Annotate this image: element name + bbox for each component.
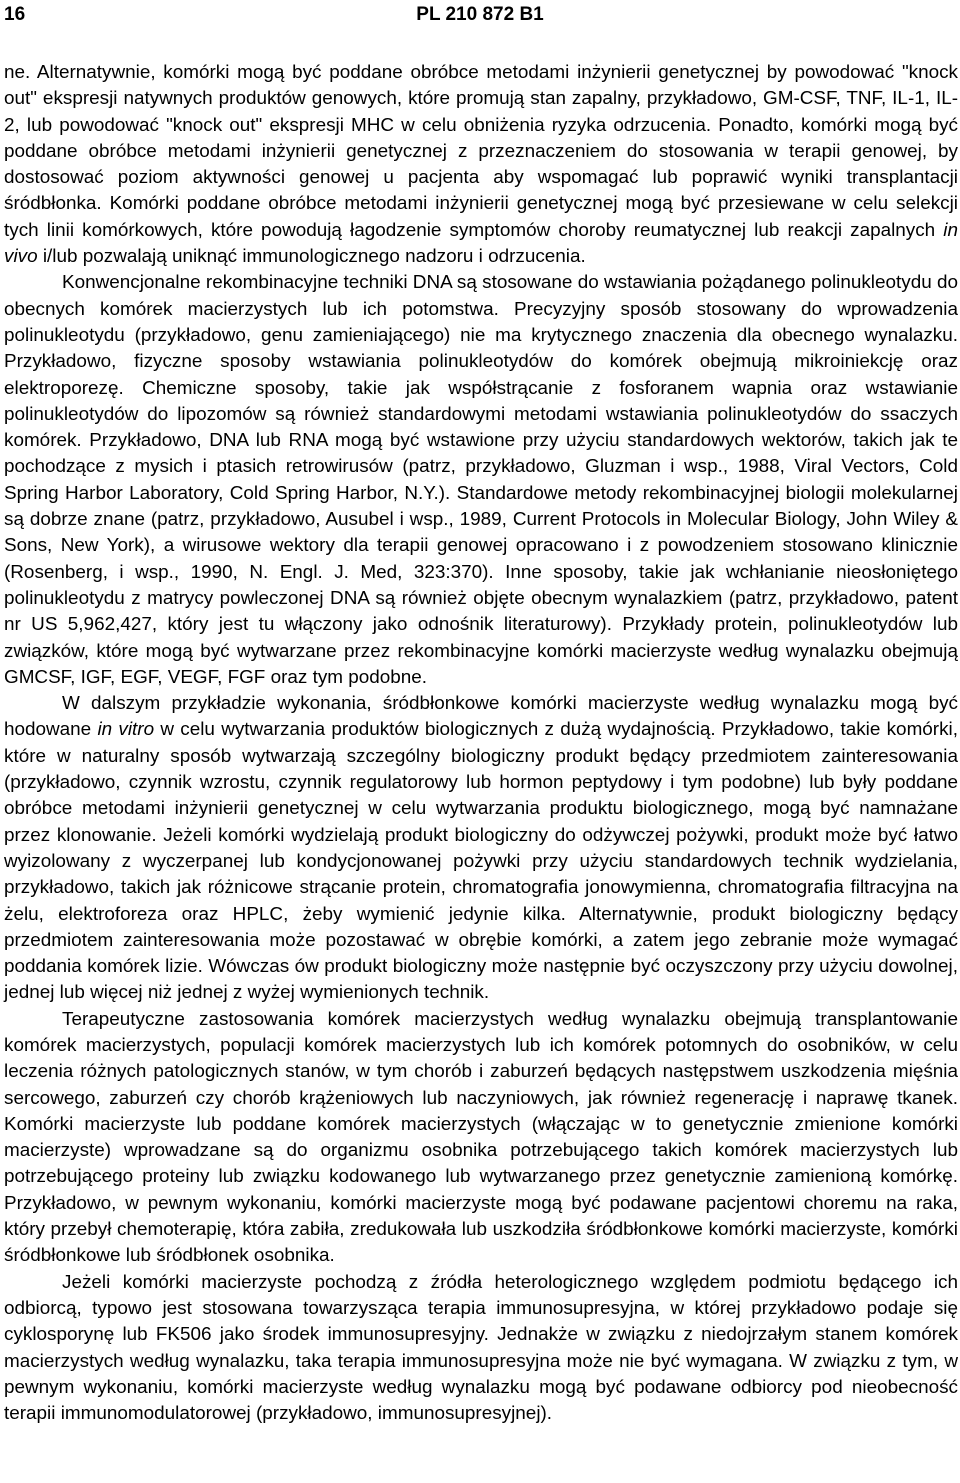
paragraph-text: w celu wytwarzania produktów biologicznych z dużą wydajnością. Przykładowo, takie komórki, które w naturalny sposób wytwarzają szczególny biologiczny produkt będący przedmiotem zainteresowania (przykładowo, czynnik wzrostu, czynnik regulatorowy lub hormon peptydowy i tym podobne) lub były poddane obróbce metodami inżynierii genetycznej w celu wytwarzania produktu biologicznego, mogą być namnażane przez klonowanie. Jeżeli komórki wydzielają produkt biologiczny do odżywczej pożywki, produkt może być łatwo wyizolowany z wyczerpanej lub kondycjonowanej pożywki przy użyciu standardowych technik wydzielania, przykładowo, takich jak różnicowe strącanie protein, chromatografia jonowymienna, chromatografia filtracyjna na żelu, elektroforeza oraz HPLC, żeby wymienić jedynie kilka. Alternatywnie, produkt biologiczny będący przedmiotem zainteresowania może pozostawać w obrębie komórki, a zatem jego zebranie może wymagać poddania komórek lizie. Wówczas ów produkt biologiczny może następnie być oczyszczony przy użyciu dowolnej, jednej lub więcej niż jednej z wyżej wymienionych technik. xyxy=(4,719,958,1004)
paragraph-text: ne. Alternatywnie, komórki mogą być poddane obróbce metodami inżynierii genetycznej by powodować "knock out" ekspresji natywnych produktów genowych, które promują stan zapalny, przykładowo, GM-CSF, TNF, IL-1, IL-2, lub powodować "knock out" ekspresji MHC w celu obniżenia ryzyka odrzucenia. Ponadto, komórki mogą być poddane obróbce metodami inżynierii genetycznej z przeznaczeniem do stosowania w terapii genowej, by dostosować poziom aktywności genowej u pacjenta aby wspomagać lub poprawić wyniki transplantacji śródbłonka. Komórki poddane obróbce metodami inżynierii genetycznej mogą być przesiewane w celu selekcji tych linii komórkowych, które powodują łagodzenie symptomów choroby reumatycznej lub reakcji zapalnych xyxy=(4,62,958,241)
paragraph-text: Terapeutyczne zastosowania komórek macierzystych według wynalazku obejmują transplantowanie komórek macierzystych, populacji komórek macierzystych lub ich komórek potomnych do osobników, w celu leczenia różnych patologicznych stanów, w tym chorób i zaburzeń będących następstwem uszkodzenia mięśnia sercowego, zaburzeń czy chorób krążeniowych lub naczyniowych, jak również regenerację i naprawę tkanek. Komórki macierzyste lub poddane komórek macierzystych (włączając w to genetycznie zmienione komórki macierzyste) wprowadzane są do organizmu osobnika potrzebującego takich komórek macierzystych lub potrzebującego proteiny lub związku kodowanego lub wytwarzanego przez genetycznie zamienioną komórkę. Przykładowo, w pewnym wykonaniu, komórki macierzyste mogą być podawane pacjentowi choremu na raka, który przebył chemoterapię, która zabiła, zredukowała lub uszkodziła śródbłonkowe komórki macierzyste, komórki śródbłonkowe lub śródbłonek osobnika. xyxy=(4,1008,958,1267)
paragraph xyxy=(4,1270,958,1428)
italic-term: in vitro xyxy=(97,719,155,741)
paragraph xyxy=(4,691,958,1007)
page-number: 16 xyxy=(4,4,26,25)
paragraph xyxy=(4,60,958,270)
paragraph xyxy=(4,1007,958,1270)
paragraph-text: i/lub pozwalają uniknąć immunologicznego nadzoru i odrzucenia. xyxy=(37,246,586,268)
page-header xyxy=(0,0,960,40)
paragraph xyxy=(4,270,958,691)
patent-number: PL 210 872 B1 xyxy=(416,4,544,25)
body-text xyxy=(4,60,958,1427)
paragraph-text: Konwencjonalne rekombinacyjne techniki DNA są stosowane do wstawiania pożądanego polinukleotydu do obecnych komórek macierzystych lub ich potomstwa. Precyzyjny sposób stosowany do wprowadzenia polinukleotydu (przykładowo, genu zamieniającego) nie ma krytycznego znaczenia dla obecnego wynalazku. Przykładowo, fizyczne sposoby wstawiania polinukleotydów do komórek obejmują mikroiniekcję oraz elektroporezę. Chemiczne sposoby, takie jak współstrącanie z fosforanem wapnia oraz wstawianie polinukleotydów do lipozomów są również standardowymi metodami wstawiania polinukleotydów do ssaczych komórek. Przykładowo, DNA lub RNA mogą być wstawione przy użyciu standardowych wektorów, takich jak te pochodzące z mysich i ptasich retrowirusów (patrz, przykładowo, Gluzman i wsp., 1988, Viral Vectors, Cold Spring Harbor Laboratory, Cold Spring Harbor, N.Y.). Standardowe metody rekombinacyjnej biologii molekularnej są dobrze znane (patrz, przykładowo, Ausubel i wsp., 1989, Current Protocols in Molecular Biology, John Wiley & Sons, New York), a wirusowe wektory dla terapii genowej opracowano i z powodzeniem stosowano klinicznie (Rosenberg, i wsp., 1990, N. Engl. J. Med, 323:370). Inne sposoby, takie jak wchłanianie nieosłoniętego polinukleotydu z matrycy powleczonej DNA są również objęte obecnym wynalazkiem (patrz, przykładowo, patent nr US 5,962,427, który jest tu włączony jako odnośnik literaturowy). Przykłady protein, polinukleotydów lub związków, które mogą być wytwarzane przez rekombinacyjne komórki macierzyste według wynalazku obejmują GMCSF, IGF, EGF, VEGF, FGF oraz tym podobne. xyxy=(4,272,958,688)
paragraph-text: Jeżeli komórki macierzyste pochodzą z źródła heterologicznego względem podmiotu będącego ich odbiorcą, typowo jest stosowana towarzysząca terapia immunosupresyjna, w której przykładowo podaje się cyklosporynę lub FK506 jako środek immunosupresyjny. Jednakże w związku z niedojrzałym stanem komórek macierzystych według wynalazku, taka terapia immunosupresyjna może nie być wymagana. W związku z tym, w pewnym wykonaniu, komórki macierzyste według wynalazku mogą być podawane odbiorcy pod nieobecność terapii immunomodulatorowej (przykładowo, immunosupresyjnej). xyxy=(4,1271,958,1425)
italic-term: in vivo xyxy=(4,219,958,268)
paragraph-text: W dalszym przykładzie wykonania, śródbłonkowe komórki macierzyste według wynalazku mogą być hodowane xyxy=(4,693,958,741)
